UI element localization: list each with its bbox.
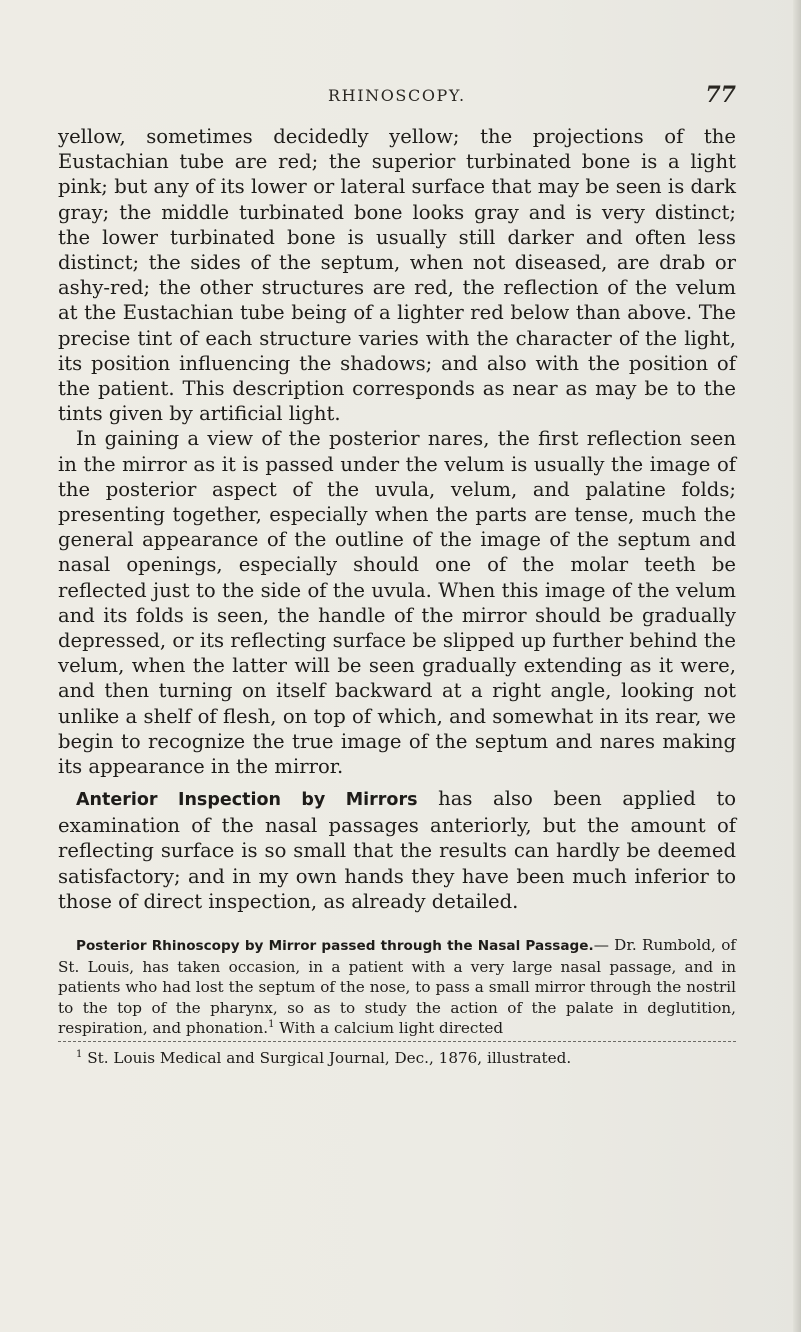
running-head: RHINOSCOPY. bbox=[328, 86, 466, 105]
section-text: has also been applied to examination of the nasal passages anteriorly, but the amount of reflecting surface is so small that the results can hardly be deemed satisfactory; and in my own hands they have been much inferior to those of direct inspection, as already detailed. bbox=[58, 787, 736, 913]
paragraph-1: yellow, sometimes decidedly yellow; the projections of the Eustachian tube are red; the superior turbinated bone is a light pink; but any of its lower or lateral surface that may be seen is dark gray; the middle turbinated bone looks gray and is very distinct; the lower turbinated bone is usually still darker and often less distinct; the sides of the septum, when not diseased, are drab or ashy-red; the other structures are red, the reflection of the velum at the Eustachian tube being of a lighter red below than above. The precise tint of each structure varies with the character of the light, its position influencing the shadows; and also with the position of the patient. This description corresponds as near as may be to the tints given by artificial light. bbox=[58, 125, 736, 426]
page-header bbox=[58, 84, 736, 110]
page-edge-shadow bbox=[793, 0, 801, 1332]
page-number: 77 bbox=[705, 82, 736, 108]
subsection-text: — Dr. Rumbold, of St. Louis, has taken occasion, in a patient with a very large nasal passage, and in patients who had lost the septum of the nose, to pass a small mirror through the nostril to the top of the pharynx, so as to study the action of the palate in deglutition, respiration, and phonation. bbox=[58, 936, 737, 1038]
footnote bbox=[76, 1048, 736, 1068]
section-heading: Anterior Inspection by Mirrors bbox=[76, 790, 418, 810]
footnote-mark: 1 bbox=[76, 1048, 83, 1060]
footnote-text: St. Louis Medical and Surgical Journal, Dec., 1876, illustrated. bbox=[82, 1049, 572, 1067]
main-text bbox=[58, 124, 736, 779]
subsection-text-continued: With a calcium light directed bbox=[274, 1019, 504, 1038]
anterior-inspection-paragraph bbox=[58, 786, 736, 914]
subsection-heading: Posterior Rhinoscopy by Mirror passed through the Nasal Passage. bbox=[76, 938, 594, 954]
posterior-rhinoscopy-paragraph bbox=[58, 935, 736, 1039]
footnote-reference: 1 bbox=[268, 1019, 275, 1031]
paragraph-2: In gaining a view of the posterior nares, the first reflection seen in the mirror as it is passed under the velum is usually the image of the posterior aspect of the uvula, velum, and palatine folds; presenting together, especially when the parts are tense, much the general appearance of the outline of the image of the septum and nasal openings, especially should one of the molar teeth be reflected just to the side of the uvula. When this image of the velum and its folds is seen, the handle of the mirror should be gradually depressed, or its reflecting surface be slipped up further behind the velum, when the latter will be seen gradually extending as it were, and then turning on itself backward at a right angle, looking not unlike a shelf of flesh, on top of which, and somewhat in its rear, we begin to recognize the true image of the septum and nares making its appearance in the mirror. bbox=[58, 427, 736, 779]
footnote-divider bbox=[58, 1041, 736, 1042]
